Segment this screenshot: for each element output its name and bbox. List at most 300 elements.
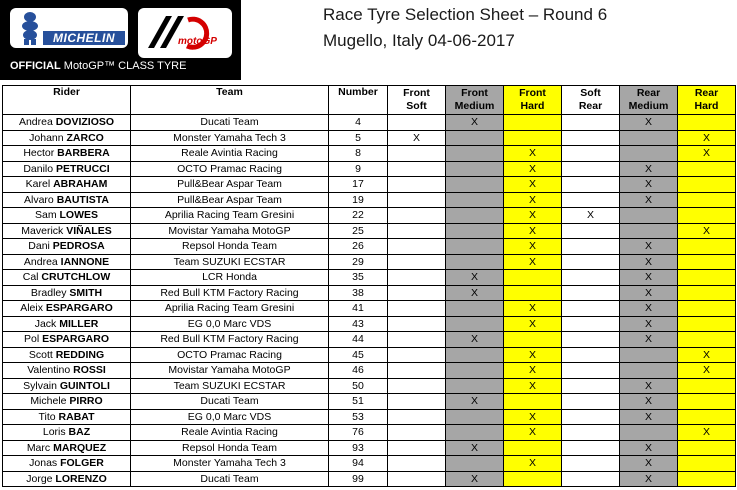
rider-cell — [3, 146, 131, 162]
soft-rear-cell — [562, 363, 620, 379]
rider-last-name: GUINTOLI — [59, 379, 110, 392]
rider-last-name: DOVIZIOSO — [55, 116, 115, 129]
front-medium-cell — [446, 192, 504, 208]
soft-rear-cell — [562, 394, 620, 410]
rider-cell — [3, 394, 131, 410]
rear-hard-cell — [678, 394, 736, 410]
rider-last-name: FOLGER — [60, 457, 104, 470]
front-hard-cell — [504, 440, 562, 456]
front-hard-cell: X — [504, 146, 562, 162]
rider-cell — [3, 363, 131, 379]
number-cell: 38 — [329, 285, 388, 301]
col-front-soft — [388, 86, 446, 115]
rider-cell — [3, 378, 131, 394]
rider-last-name: LORENZO — [55, 472, 107, 485]
rear-medium-cell: X — [620, 254, 678, 270]
rider-first-name: Loris — [42, 426, 66, 439]
front-soft-cell — [388, 285, 446, 301]
rider-cell — [3, 301, 131, 317]
rider-last-name: ROSSI — [73, 364, 106, 377]
rear-hard-cell — [678, 440, 736, 456]
front-soft-cell — [388, 409, 446, 425]
front-medium-cell: X — [446, 394, 504, 410]
rear-hard-cell — [678, 332, 736, 348]
rear-hard-cell — [678, 254, 736, 270]
front-medium-cell — [446, 223, 504, 239]
front-hard-cell — [504, 115, 562, 131]
table-row — [3, 425, 736, 441]
rider-first-name: Scott — [28, 348, 53, 361]
col-front-medium-line1: Front — [461, 87, 488, 99]
front-soft-cell — [388, 115, 446, 131]
team-cell: Red Bull KTM Factory Racing — [131, 285, 329, 301]
table-row — [3, 239, 736, 255]
rear-hard-cell — [678, 161, 736, 177]
rear-medium-cell: X — [620, 394, 678, 410]
rider-first-name: Dani — [28, 240, 50, 253]
rear-medium-cell: X — [620, 378, 678, 394]
number-cell: 43 — [329, 316, 388, 332]
rider-last-name: ESPARGARO — [42, 333, 109, 346]
rear-hard-cell — [678, 192, 736, 208]
number-cell: 17 — [329, 177, 388, 193]
rider-cell — [3, 316, 131, 332]
rider-cell — [3, 254, 131, 270]
soft-rear-cell — [562, 130, 620, 146]
motogp-badge — [138, 8, 232, 58]
col-front-hard-line2: Hard — [520, 100, 545, 112]
rear-medium-cell: X — [620, 285, 678, 301]
soft-rear-cell — [562, 115, 620, 131]
rear-hard-cell — [678, 301, 736, 317]
soft-rear-cell — [562, 270, 620, 286]
col-rear-hard — [678, 86, 736, 115]
sheet-subtitle: Mugello, Italy 04-06-2017 — [323, 31, 515, 50]
front-hard-cell: X — [504, 409, 562, 425]
rider-last-name: RABAT — [58, 410, 95, 423]
rear-medium-cell — [620, 425, 678, 441]
rear-hard-cell — [678, 316, 736, 332]
table-row — [3, 285, 736, 301]
front-medium-cell: X — [446, 285, 504, 301]
front-soft-cell — [388, 223, 446, 239]
front-medium-cell — [446, 378, 504, 394]
rider-last-name: VIÑALES — [66, 224, 112, 237]
number-cell: 19 — [329, 192, 388, 208]
team-cell: Red Bull KTM Factory Racing — [131, 332, 329, 348]
team-cell: Monster Yamaha Tech 3 — [131, 130, 329, 146]
rider-first-name: Maverick — [21, 224, 64, 237]
col-front-soft-line2: Soft — [406, 100, 427, 112]
soft-rear-cell — [562, 456, 620, 472]
rear-hard-cell — [678, 456, 736, 472]
rider-cell — [3, 456, 131, 472]
front-soft-cell — [388, 425, 446, 441]
table-body — [3, 115, 736, 487]
michelin-motogp-logo — [0, 0, 241, 80]
front-soft-cell — [388, 332, 446, 348]
rear-hard-cell: X — [678, 363, 736, 379]
table-row — [3, 471, 736, 487]
front-soft-cell — [388, 192, 446, 208]
table-row — [3, 301, 736, 317]
logo-caption-bold: OFFICIAL — [10, 60, 61, 72]
team-cell: Movistar Yamaha MotoGP — [131, 223, 329, 239]
front-medium-cell — [446, 425, 504, 441]
table-row — [3, 440, 736, 456]
front-soft-cell — [388, 440, 446, 456]
rider-last-name: BAZ — [68, 426, 91, 439]
rear-hard-cell — [678, 409, 736, 425]
rider-first-name: Valentino — [27, 364, 71, 377]
rider-cell — [3, 347, 131, 363]
rider-last-name: PEDROSA — [52, 240, 105, 253]
rider-cell — [3, 115, 131, 131]
table-row — [3, 130, 736, 146]
rider-last-name: REDDING — [55, 348, 105, 361]
front-hard-cell: X — [504, 177, 562, 193]
rider-first-name: Sylvain — [23, 379, 57, 392]
rider-first-name: Sam — [34, 209, 57, 222]
rear-medium-cell — [620, 363, 678, 379]
number-cell: 46 — [329, 363, 388, 379]
rear-hard-cell: X — [678, 347, 736, 363]
team-cell: Aprilia Racing Team Gresini — [131, 208, 329, 224]
team-cell: Aprilia Racing Team Gresini — [131, 301, 329, 317]
table-row — [3, 146, 736, 162]
rider-first-name: Danilo — [23, 162, 54, 175]
motogp-wordmark: motoGP — [178, 36, 217, 47]
number-cell: 8 — [329, 146, 388, 162]
front-soft-cell — [388, 177, 446, 193]
tyre-selection-table — [2, 85, 736, 487]
rider-cell — [3, 270, 131, 286]
soft-rear-cell — [562, 440, 620, 456]
number-cell: 26 — [329, 239, 388, 255]
rider-cell — [3, 332, 131, 348]
rear-medium-cell — [620, 347, 678, 363]
soft-rear-cell — [562, 316, 620, 332]
rider-cell — [3, 239, 131, 255]
rider-last-name: CRUTCHLOW — [41, 271, 111, 284]
front-medium-cell — [446, 301, 504, 317]
front-medium-cell: X — [446, 440, 504, 456]
rider-cell — [3, 208, 131, 224]
rider-last-name: LOWES — [59, 209, 98, 222]
front-medium-cell — [446, 363, 504, 379]
rider-first-name: Alvaro — [24, 193, 54, 206]
front-hard-cell — [504, 471, 562, 487]
rider-cell — [3, 425, 131, 441]
front-medium-cell — [446, 409, 504, 425]
rear-medium-cell: X — [620, 161, 678, 177]
table-row — [3, 161, 736, 177]
soft-rear-cell — [562, 347, 620, 363]
front-medium-cell — [446, 456, 504, 472]
michelin-badge — [10, 8, 128, 48]
rider-cell — [3, 161, 131, 177]
rear-hard-cell: X — [678, 223, 736, 239]
front-hard-cell: X — [504, 301, 562, 317]
number-cell: 51 — [329, 394, 388, 410]
col-soft-rear-line2: Rear — [578, 100, 603, 112]
rider-last-name: ZARCO — [66, 131, 104, 144]
rider-first-name: Andrea — [18, 116, 53, 129]
team-cell: Repsol Honda Team — [131, 440, 329, 456]
front-hard-cell: X — [504, 161, 562, 177]
front-hard-cell: X — [504, 347, 562, 363]
table-row — [3, 270, 736, 286]
rider-first-name: Jack — [34, 317, 57, 330]
soft-rear-cell — [562, 301, 620, 317]
rear-medium-cell: X — [620, 301, 678, 317]
rear-medium-cell — [620, 208, 678, 224]
col-front-medium — [446, 86, 504, 115]
front-soft-cell — [388, 316, 446, 332]
table-row — [3, 378, 736, 394]
number-cell: 99 — [329, 471, 388, 487]
team-cell: LCR Honda — [131, 270, 329, 286]
rider-first-name: Karel — [25, 178, 51, 191]
table-row — [3, 115, 736, 131]
michelin-wordmark: MICHELIN — [43, 31, 125, 45]
front-hard-cell: X — [504, 425, 562, 441]
number-cell: 50 — [329, 378, 388, 394]
soft-rear-cell — [562, 378, 620, 394]
front-soft-cell — [388, 208, 446, 224]
team-cell: Pull&Bear Aspar Team — [131, 192, 329, 208]
soft-rear-cell — [562, 285, 620, 301]
number-cell: 22 — [329, 208, 388, 224]
rider-cell — [3, 409, 131, 425]
rider-cell — [3, 223, 131, 239]
soft-rear-cell — [562, 161, 620, 177]
soft-rear-cell — [562, 471, 620, 487]
col-team: Team — [131, 86, 329, 115]
front-medium-cell — [446, 316, 504, 332]
team-cell: Pull&Bear Aspar Team — [131, 177, 329, 193]
front-soft-cell — [388, 456, 446, 472]
table-row — [3, 332, 736, 348]
rear-medium-cell: X — [620, 192, 678, 208]
team-cell: Repsol Honda Team — [131, 239, 329, 255]
front-soft-cell — [388, 239, 446, 255]
number-cell: 45 — [329, 347, 388, 363]
rear-medium-cell: X — [620, 409, 678, 425]
front-hard-cell: X — [504, 316, 562, 332]
front-soft-cell: X — [388, 130, 446, 146]
front-soft-cell — [388, 301, 446, 317]
rear-hard-cell: X — [678, 425, 736, 441]
table-row — [3, 223, 736, 239]
number-cell: 94 — [329, 456, 388, 472]
front-hard-cell: X — [504, 254, 562, 270]
rider-cell — [3, 440, 131, 456]
team-cell: OCTO Pramac Racing — [131, 347, 329, 363]
logo-caption — [10, 60, 186, 72]
team-cell: Reale Avintia Racing — [131, 425, 329, 441]
sheet-title: Race Tyre Selection Sheet – Round 6 — [323, 5, 608, 24]
team-cell: EG 0,0 Marc VDS — [131, 316, 329, 332]
table-row — [3, 409, 736, 425]
rider-first-name: Jonas — [29, 457, 58, 470]
front-soft-cell — [388, 146, 446, 162]
number-cell: 35 — [329, 270, 388, 286]
rider-last-name: MARQUEZ — [53, 441, 107, 454]
rider-last-name: PETRUCCI — [56, 162, 110, 175]
rear-hard-cell — [678, 208, 736, 224]
rear-hard-cell — [678, 177, 736, 193]
rear-hard-cell: X — [678, 146, 736, 162]
front-hard-cell: X — [504, 192, 562, 208]
col-front-soft-line1: Front — [403, 87, 430, 99]
rear-hard-cell — [678, 378, 736, 394]
soft-rear-cell — [562, 192, 620, 208]
col-rear-medium-line1: Rear — [636, 87, 661, 99]
team-cell: Ducati Team — [131, 394, 329, 410]
soft-rear-cell — [562, 239, 620, 255]
rear-medium-cell — [620, 223, 678, 239]
rider-cell — [3, 130, 131, 146]
motogp-mark-icon — [138, 8, 232, 58]
front-soft-cell — [388, 161, 446, 177]
rear-hard-cell — [678, 285, 736, 301]
front-hard-cell — [504, 285, 562, 301]
rear-hard-cell — [678, 239, 736, 255]
table-header-row — [3, 86, 736, 115]
front-medium-cell: X — [446, 471, 504, 487]
rear-hard-cell: X — [678, 130, 736, 146]
col-rider: Rider — [3, 86, 131, 115]
rider-cell — [3, 192, 131, 208]
table-row — [3, 177, 736, 193]
front-hard-cell — [504, 394, 562, 410]
col-rear-hard-line1: Rear — [694, 87, 719, 99]
rider-first-name: Bradley — [30, 286, 67, 299]
front-medium-cell — [446, 347, 504, 363]
front-medium-cell: X — [446, 332, 504, 348]
col-number: Number — [329, 86, 388, 115]
number-cell: 4 — [329, 115, 388, 131]
front-soft-cell — [388, 254, 446, 270]
number-cell: 25 — [329, 223, 388, 239]
front-soft-cell — [388, 270, 446, 286]
rear-medium-cell: X — [620, 239, 678, 255]
rear-hard-cell — [678, 270, 736, 286]
michelin-man-icon — [20, 11, 40, 45]
rider-first-name: Andrea — [23, 255, 58, 268]
rider-last-name: ABRAHAM — [53, 178, 108, 191]
table-row — [3, 456, 736, 472]
rider-last-name: ESPARGARO — [45, 302, 113, 315]
rider-cell — [3, 471, 131, 487]
rider-first-name: Tito — [38, 410, 56, 423]
col-front-hard — [504, 86, 562, 115]
rear-medium-cell: X — [620, 177, 678, 193]
rear-medium-cell: X — [620, 471, 678, 487]
rider-first-name: Cal — [22, 271, 39, 284]
team-cell: Monster Yamaha Tech 3 — [131, 456, 329, 472]
rear-medium-cell — [620, 146, 678, 162]
table-row — [3, 394, 736, 410]
soft-rear-cell — [562, 425, 620, 441]
rider-last-name: BAUTISTA — [56, 193, 109, 206]
rider-last-name: SMITH — [69, 286, 103, 299]
front-hard-cell — [504, 332, 562, 348]
team-cell: Ducati Team — [131, 471, 329, 487]
rear-medium-cell: X — [620, 440, 678, 456]
rider-first-name: Aleix — [20, 302, 43, 315]
rider-first-name: Pol — [23, 333, 40, 346]
team-cell: Reale Avintia Racing — [131, 146, 329, 162]
front-medium-cell — [446, 161, 504, 177]
table-row — [3, 347, 736, 363]
front-medium-cell — [446, 146, 504, 162]
number-cell: 53 — [329, 409, 388, 425]
col-soft-rear-line1: Soft — [580, 87, 601, 99]
front-hard-cell — [504, 130, 562, 146]
team-cell: OCTO Pramac Racing — [131, 161, 329, 177]
team-cell: EG 0,0 Marc VDS — [131, 409, 329, 425]
soft-rear-cell — [562, 177, 620, 193]
table-row — [3, 363, 736, 379]
front-hard-cell: X — [504, 208, 562, 224]
rider-last-name: MILLER — [59, 317, 99, 330]
front-medium-cell — [446, 254, 504, 270]
rear-medium-cell — [620, 130, 678, 146]
table-row — [3, 192, 736, 208]
front-medium-cell — [446, 130, 504, 146]
front-hard-cell: X — [504, 378, 562, 394]
table-row — [3, 208, 736, 224]
front-medium-cell — [446, 208, 504, 224]
front-hard-cell: X — [504, 363, 562, 379]
front-medium-cell — [446, 239, 504, 255]
rider-first-name: Jorge — [26, 472, 53, 485]
front-medium-cell: X — [446, 115, 504, 131]
rider-first-name: Marc — [26, 441, 51, 454]
rider-last-name: BARBERA — [57, 147, 110, 160]
rear-medium-cell: X — [620, 456, 678, 472]
rear-medium-cell: X — [620, 115, 678, 131]
rider-first-name: Johann — [29, 131, 64, 144]
logo-caption-rest: MotoGP™ CLASS TYRE — [63, 60, 187, 72]
front-medium-cell: X — [446, 270, 504, 286]
col-front-medium-line2: Medium — [454, 100, 495, 112]
front-hard-cell: X — [504, 456, 562, 472]
front-hard-cell: X — [504, 223, 562, 239]
number-cell: 29 — [329, 254, 388, 270]
front-soft-cell — [388, 378, 446, 394]
number-cell: 93 — [329, 440, 388, 456]
rear-hard-cell — [678, 471, 736, 487]
number-cell: 5 — [329, 130, 388, 146]
number-cell: 76 — [329, 425, 388, 441]
team-cell: Team SUZUKI ECSTAR — [131, 254, 329, 270]
front-soft-cell — [388, 471, 446, 487]
team-cell: Ducati Team — [131, 115, 329, 131]
front-hard-cell — [504, 270, 562, 286]
col-soft-rear — [562, 86, 620, 115]
soft-rear-cell — [562, 332, 620, 348]
col-rear-hard-line2: Hard — [694, 100, 719, 112]
table-row — [3, 316, 736, 332]
number-cell: 44 — [329, 332, 388, 348]
rider-first-name: Michele — [30, 395, 67, 408]
team-cell: Movistar Yamaha MotoGP — [131, 363, 329, 379]
rear-medium-cell: X — [620, 270, 678, 286]
rider-last-name: PIRRO — [69, 395, 103, 408]
